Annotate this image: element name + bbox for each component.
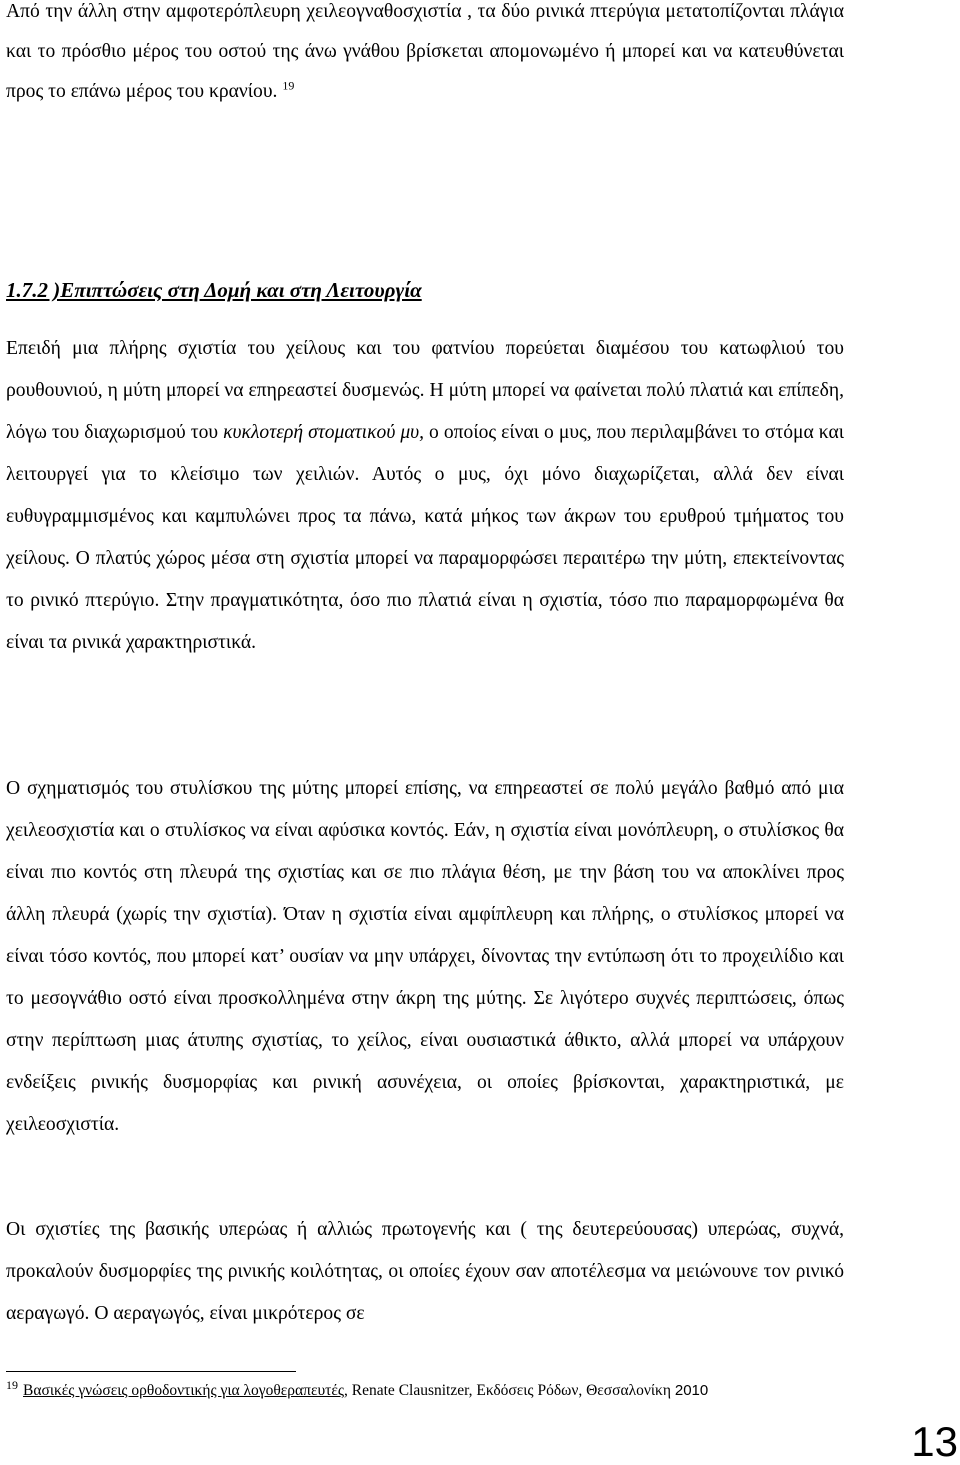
paragraph-nose-effects [6,328,844,664]
footnote-book-title: Βασικές γνώσεις ορθοδοντικής για λογοθεραπευτές [23,1382,345,1399]
intro-paragraph [6,0,844,112]
paragraph1-text-a: Επειδή μια πλήρης σχιστία του χείλους και του φατνίου πορεύεται διαμέσου του κατωφλιού του ρουθουνιού, η μύτη μπορεί να επηρεαστεί δυσμενώς. Η μύτη μπορεί να φαίνεται πολύ πλατιά και επίπεδη, λόγω του διαχωρισμού του [6,338,844,443]
paragraph-columella: Ο σχηματισμός του στυλίσκου της μύτης μπορεί επίσης, να επηρεαστεί σε πολύ μεγάλο βαθμό από μια χειλεοσχιστία και ο στυλίσκος να είναι αφύσικα κοντός. Εάν, η σχιστία είναι μονόπλευρη, ο στυλίσκος θα είναι πιο κοντός στη πλευρά της σχιστίας και σε πιο πλάγια θέση, με την βάση του να αποκλίνει προς άλλη πλευρά (χωρίς την σχιστία). Όταν η σχιστία είναι αμφίπλευρη και πλήρης, ο στυλίσκος μπορεί να είναι τόσο κοντός, που μπορεί κατ’ ουσίαν να μην υπάρχει, δίνοντας την εντύπωση ότι το προχειλίδιο και το μεσογνάθιο οστό είναι προσκολλημένα στην άκρη της μύτης. Σε λιγότερο συχνές περιπτώσεις, όπως στην περίπτωση μιας άτυπης σχιστίας, το χείλος, είναι ουσιαστικά άθικτο, αλλά μπορεί να υπάρχουν ενδείξεις ρινικής δυσμορφίας και ρινική ασυνέχεια, οι οποίες βρίσκονται, χαρακτηριστικά, με χειλεοσχιστία. [6,778,844,1135]
page-number: 13 [911,1418,958,1465]
footnote-citation: , Renate Clausnitzer, Εκδόσεις Ρόδων, Θεσσαλονίκη [344,1382,671,1399]
footnote-year: 2010 [674,1382,709,1399]
footnote-separator [6,1371,296,1372]
paragraph1-italic-term: κυκλοτερή στοματικού μυ, [223,422,425,443]
intro-text: Από την άλλη στην αμφοτερόπλευρη χειλεογναθοσχιστία , τα δύο ρινικά πτερύγια μετατοπίζονται πλάγια και το πρόσθιο μέρος του οστού της άνω γνάθου βρίσκεται απομονωμένο ή μπορεί και να κατευθύνεται προς το επάνω μέρος του κρανίου. [6,1,844,102]
footnote [6,1377,906,1402]
paragraph-palate: Οι σχιστίες της βασικής υπερώας ή αλλιώς πρωτογενής και ( της δευτερεύουσας) υπερώας, συχνά, προκαλούν δυσμορφίες της ρινικής κοιλότητας, οι οποίες έχουν σαν αποτέλεσμα να μειώνουνε τον ρινικό αεραγωγό. Ο αεραγωγός, είναι μικρότερος σε [6,1219,844,1324]
section-heading: 1.7.2 )Επιπτώσεις στη Δομή και στη Λειτουργία [6,278,422,302]
paragraph1-text-b: ο οποίος είναι ο μυς, που περιλαμβάνει το στόμα και λειτουργεί για το κλείσιμο των χειλιών. Αυτός ο μυς, όχι μόνο διαχωρίζεται, αλλά δεν είναι ευθυγραμμισμένος και καμπυλώνει προς τα πάνω, κατά μήκος των άκρων του ερυθρού τμήματος του χείλους. Ο πλατύς χώρος μέσα στη σχιστία μπορεί να παραμορφώσει περαιτέρω την μύτη, επεκτείνοντας το ρινικό πτερύγιο. Στην πραγματικότητα, όσο πιο πλατιά είναι η σχιστία, τόσο πιο παραμορφωμένα θα είναι τα ρινικά χαρακτηριστικά. [6,422,844,653]
footnote-reference[interactable]: 19 [282,78,295,93]
footnote-number: 19 [6,1377,18,1392]
